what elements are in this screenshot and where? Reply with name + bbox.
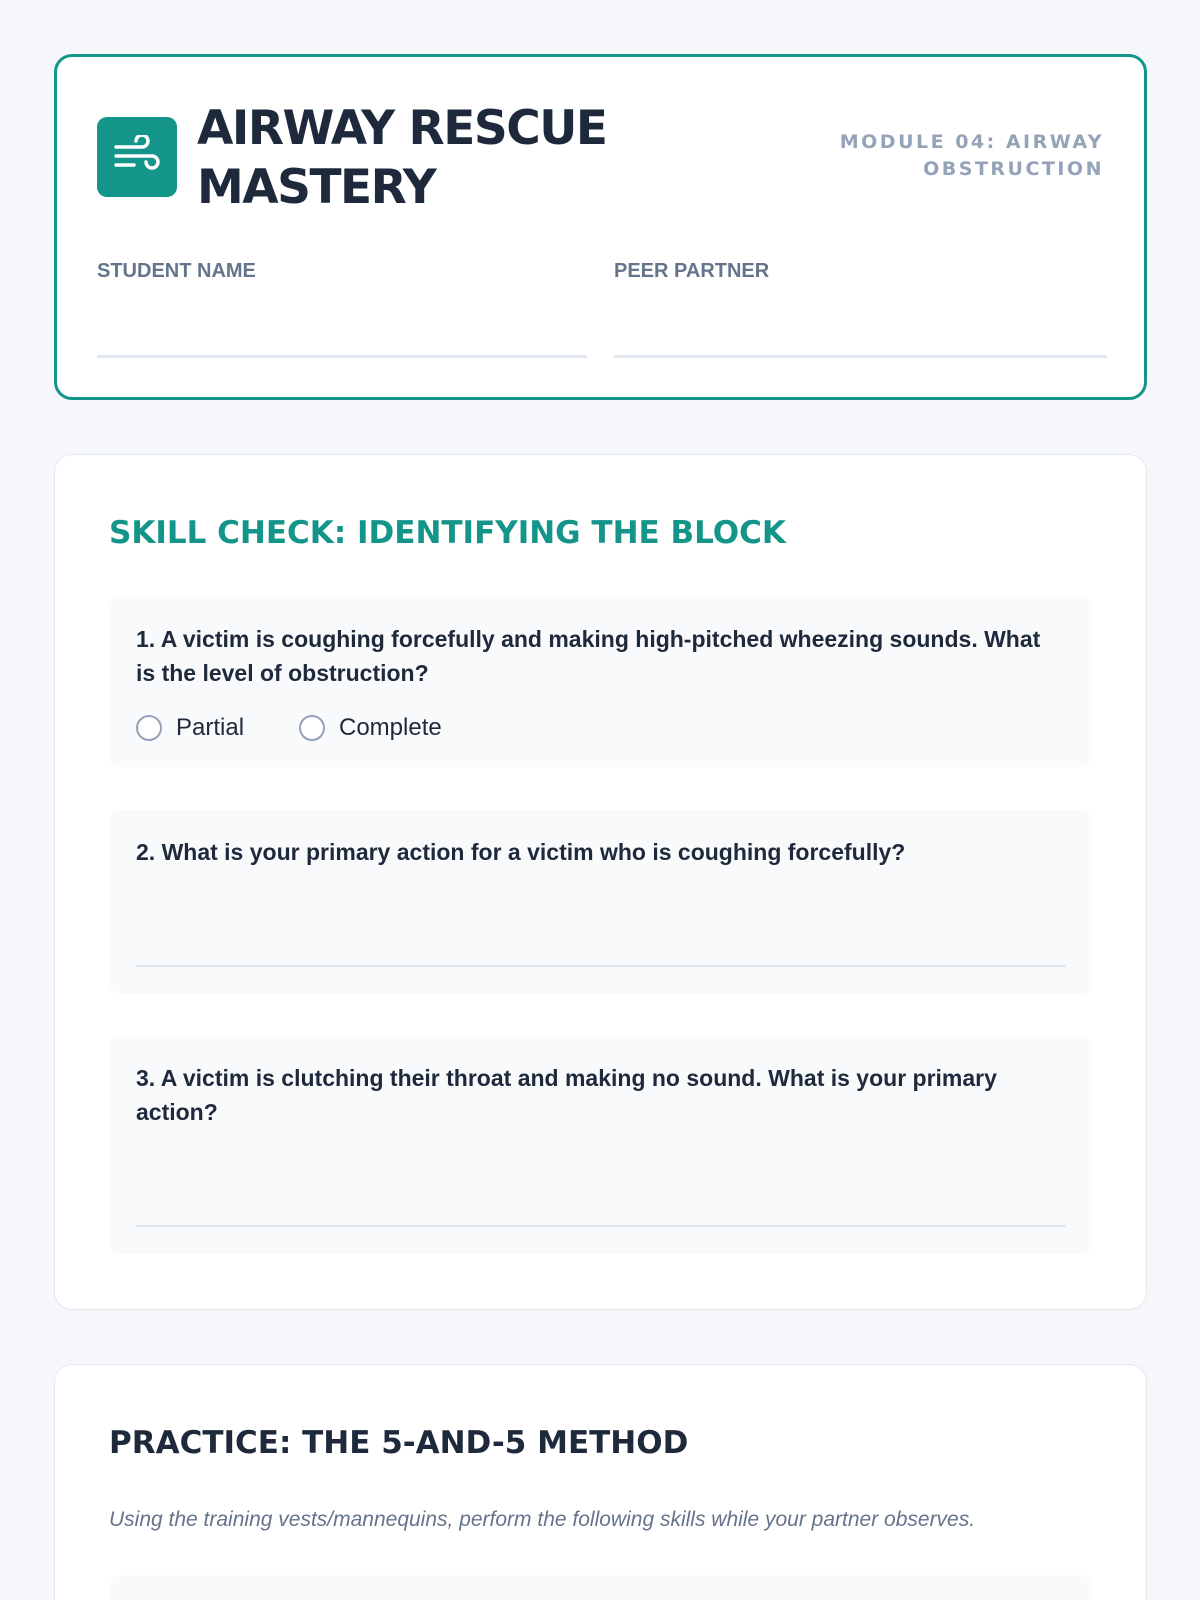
question-1 [109, 597, 1092, 767]
radio-complete[interactable] [299, 715, 325, 741]
question-3-text: 3. A victim is clutching their throat and making no sound. What is your primary action? [136, 1065, 997, 1125]
practice-title: PRACTICE: THE 5-AND-5 METHOD [109, 1425, 689, 1461]
question-2-answer-field[interactable] [136, 965, 1066, 967]
wind-icon [112, 135, 162, 180]
peer-partner-label: PEER PARTNER [614, 260, 770, 282]
header-card [54, 54, 1147, 400]
question-3-answer-field[interactable] [136, 1225, 1066, 1227]
peer-partner-field[interactable] [614, 355, 1107, 358]
question-2 [109, 810, 1092, 994]
practice-skill-box [109, 1575, 1092, 1600]
radio-partial[interactable] [136, 715, 162, 741]
skill-check-title: SKILL CHECK: IDENTIFYING THE BLOCK [109, 515, 786, 551]
option-complete-label: Complete [339, 714, 442, 741]
student-name-label: STUDENT NAME [97, 260, 256, 282]
option-partial[interactable] [136, 714, 244, 742]
practice-instructions: Using the training vests/mannequins, perform the following skills while your partner observes. [109, 1508, 976, 1531]
practice-card [54, 1364, 1147, 1600]
app-title: AIRWAY RESCUE MASTERY [197, 101, 607, 215]
skill-check-card [54, 454, 1147, 1310]
option-partial-label: Partial [176, 714, 245, 741]
question-2-text: 2. What is your primary action for a victim who is coughing forcefully? [136, 839, 906, 865]
question-1-text: 1. A victim is coughing forcefully and making high-pitched wheezing sounds. What is the level of obstruction? [136, 626, 1041, 686]
student-name-field[interactable] [97, 355, 587, 358]
option-complete[interactable] [299, 714, 442, 742]
module-label: MODULE 04: AIRWAY OBSTRUCTION [839, 131, 1104, 180]
question-3 [109, 1036, 1092, 1254]
logo [97, 117, 177, 197]
